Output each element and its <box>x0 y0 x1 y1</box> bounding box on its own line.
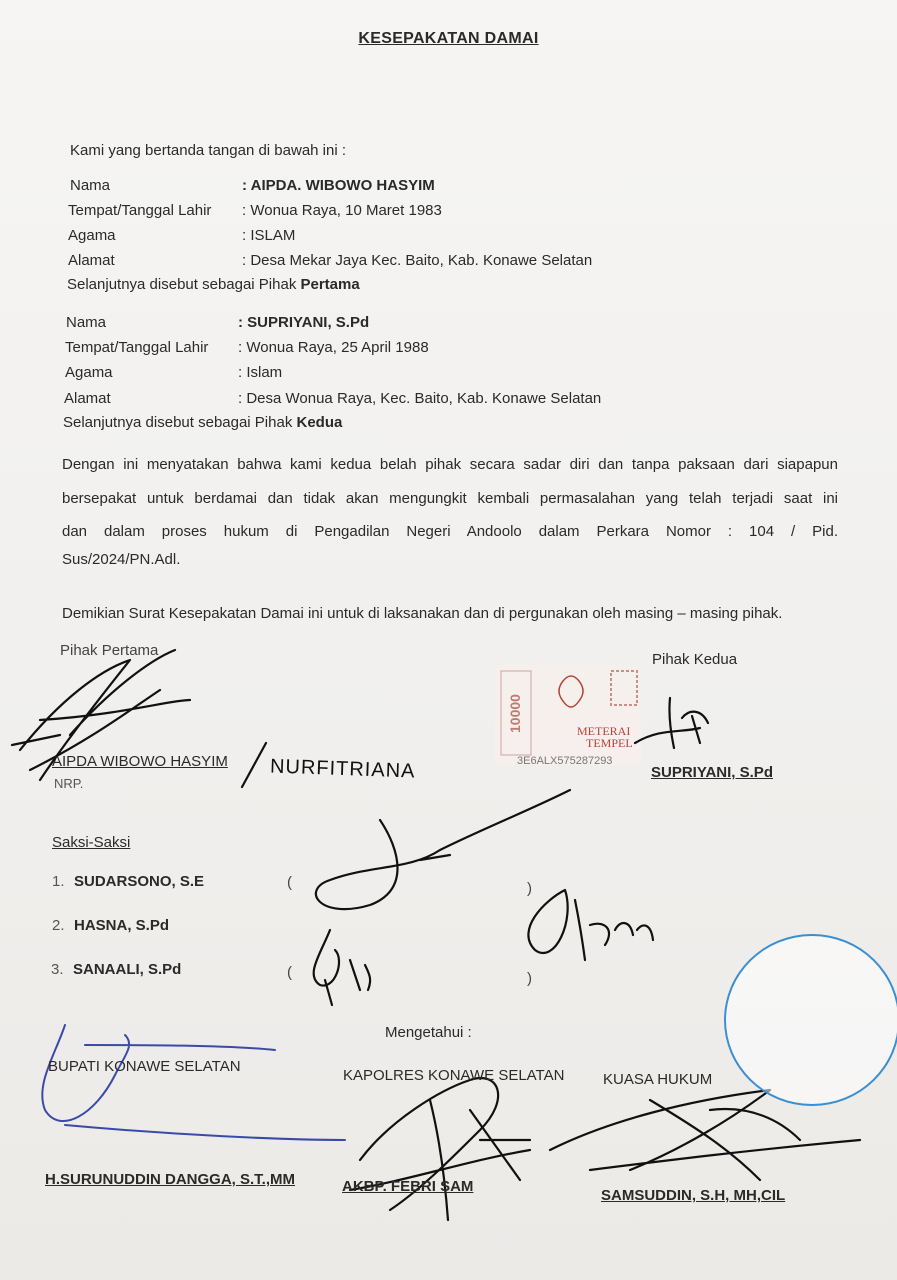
party1-label-agama: Agama <box>68 227 116 244</box>
document-title: KESEPAKATAN DAMAI <box>358 30 539 47</box>
party1-label-ttl: Tempat/Tanggal Lahir <box>68 202 212 219</box>
witness-1-paren-open: ( <box>287 874 292 891</box>
statement-line-2: bersepakat untuk berdamai dan tidak akan mengungkit kembali permasalahan yang telah terjadi saat ini <box>62 490 838 507</box>
party1-value-nama: : AIPDA. WIBOWO HASYIM <box>242 177 435 194</box>
meterai-word2: TEMPEL <box>586 736 633 750</box>
party2-label-nama: Nama <box>66 314 107 331</box>
mengetahui-label: Mengetahui : <box>385 1024 472 1041</box>
party2-value-nama: : SUPRIYANI, S.Pd <box>238 314 370 331</box>
first-party-label: Pihak Pertama <box>60 642 159 659</box>
witness-3-paren-close: ) <box>527 970 532 987</box>
second-party-signature <box>630 688 720 758</box>
first-party-name: AIPDA WIBOWO HASYIM <box>52 753 228 770</box>
party2-label-agama: Agama <box>65 364 113 381</box>
party1-label-alamat: Alamat <box>68 252 115 269</box>
meterai-word1: METERAI <box>577 724 631 738</box>
party1-designation: Selanjutnya disebut sebagai Pihak Pertama <box>67 276 360 293</box>
witness-1-paren-close: ) <box>527 880 532 897</box>
witness-header: Saksi-Saksi <box>52 834 131 851</box>
statement-line-3: dan dalam proses hukum di Pengadilan Negeri Andoolo dalam Perkara Nomor : 104 / Pid. <box>62 523 838 540</box>
party2-value-ttl: : Wonua Raya, 25 April 1988 <box>238 339 429 356</box>
witness-1-num: 1. <box>52 873 65 890</box>
party2-value-alamat: : Desa Wonua Raya, Kec. Baito, Kab. Konawe Selatan <box>238 390 602 407</box>
second-party-name: SUPRIYANI, S.Pd <box>651 764 773 781</box>
meterai-serial: 3E6ALX575287293 <box>517 755 613 767</box>
bupati-name: H.SURUNUDDIN DANGGA, S.T.,MM <box>45 1171 295 1188</box>
slash-mark <box>236 735 276 795</box>
witness-3-num: 3. <box>51 961 64 978</box>
party2-label-alamat: Alamat <box>64 390 111 407</box>
witness-2-signature <box>290 920 390 1010</box>
witness-2-name: HASNA, S.Pd <box>74 917 170 934</box>
official-seal <box>724 934 897 1106</box>
meterai-value: 10000 <box>507 694 523 733</box>
party2-label-ttl: Tempat/Tanggal Lahir <box>65 339 209 356</box>
intro-text: Kami yang bertanda tangan di bawah ini : <box>70 142 347 159</box>
witness-1-name: SUDARSONO, S.E <box>74 873 205 890</box>
party1-value-ttl: : Wonua Raya, 10 Maret 1983 <box>242 202 442 219</box>
party1-value-agama: : ISLAM <box>242 227 296 244</box>
party1-value-alamat: : Desa Mekar Jaya Kec. Baito, Kab. Konawe Selatan <box>242 252 593 269</box>
statement-line-1: Dengan ini menyatakan bahwa kami kedua belah pihak secara sadar diri dan tanpa paksaan dari siapapun <box>62 456 838 473</box>
handwritten-name: NURFITRIANA <box>269 755 416 783</box>
kuasa-hukum-title: KUASA HUKUM <box>603 1071 713 1088</box>
meterai-stamp <box>493 663 643 773</box>
witness-3-name: SANAALI, S.Pd <box>73 961 182 978</box>
kapolres-title: KAPOLRES KONAWE SELATAN <box>343 1067 565 1084</box>
bupati-signature <box>25 1015 365 1155</box>
party2-designation: Selanjutnya disebut sebagai Pihak Kedua <box>63 414 343 431</box>
second-party-label: Pihak Kedua <box>652 651 738 668</box>
first-party-nrp: NRP. <box>54 776 84 791</box>
witness-2-num: 2. <box>52 917 65 934</box>
party2-value-agama: : Islam <box>238 364 283 381</box>
first-party-signature <box>0 640 260 800</box>
kapolres-name: AKBP. FEBRI SAM <box>342 1178 474 1195</box>
party1-label-nama: Nama <box>70 177 111 194</box>
kuasa-hukum-name: SAMSUDDIN, S.H, MH,CIL <box>601 1187 786 1204</box>
statement-line-4: Sus/2024/PN.Adl. <box>62 551 181 568</box>
closing-text: Demikian Surat Kesepakatan Damai ini untuk di laksanakan dan di pergunakan oleh masing – masing pihak. <box>62 605 783 622</box>
bupati-title: BUPATI KONAWE SELATAN <box>48 1058 241 1075</box>
witness-3-paren-open: ( <box>287 964 292 981</box>
